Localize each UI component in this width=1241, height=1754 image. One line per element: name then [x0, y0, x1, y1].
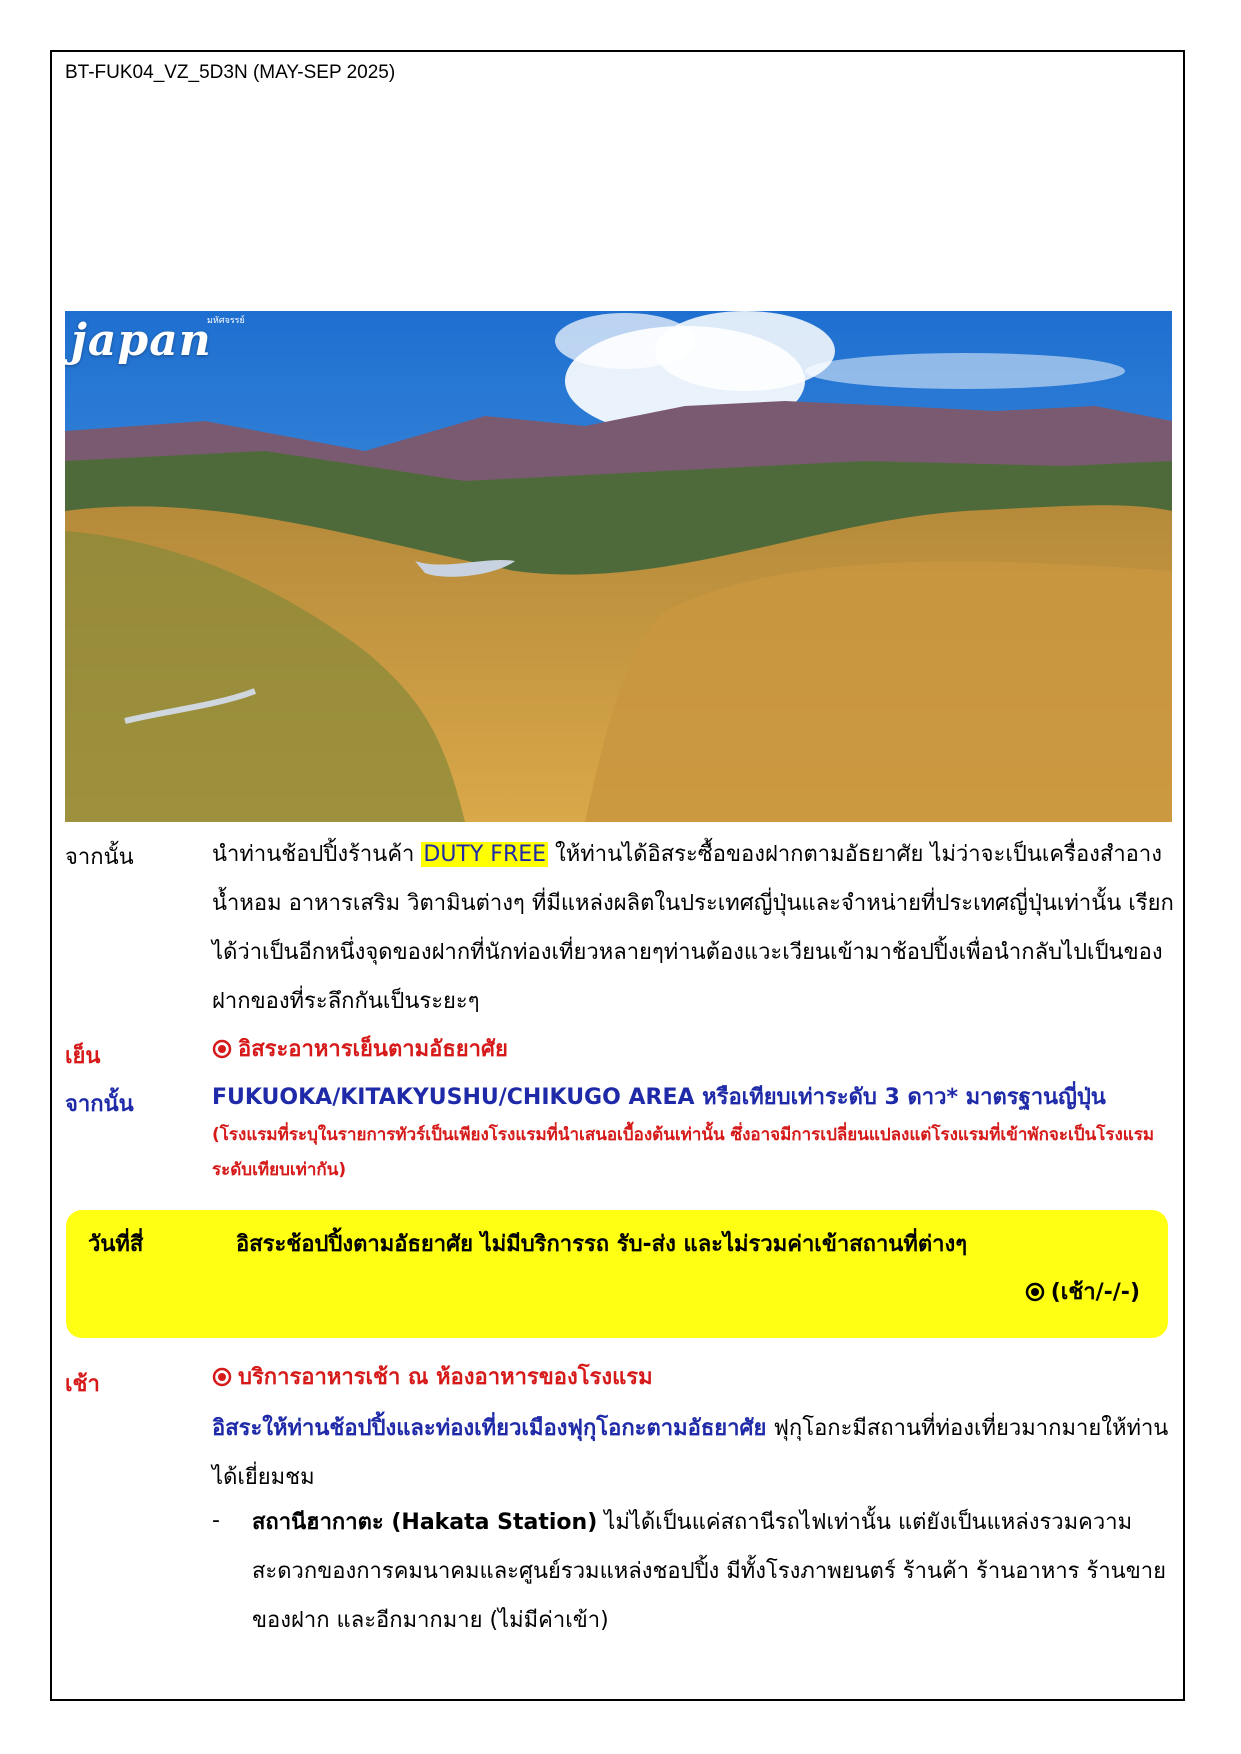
breakfast-text-block — [212, 1358, 1180, 1398]
free-day-rest: ฟุกุโอกะมีสถานที่ท่องเที่ยวมากมายให้ท่านได้เยี่ยมชม — [212, 1416, 1169, 1490]
breakfast-label: เช้า — [65, 1372, 100, 1397]
hotel-label: จากนั้น — [65, 1092, 134, 1117]
breakfast-text: บริการอาหารเช้า ณ ห้องอาหารของโรงแรม — [238, 1365, 653, 1390]
duty-free-text-after: ให้ท่านได้อิสระซื้อของฝากตามอัธยาศัย ไม่ว่าจะเป็นเครื่องสำอาง น้ำหอม อาหารเสริม วิตามินต่างๆ ที่มีแหล่งผลิตในประเทศญี่ปุ่นและจำหน่ายที่ประเทศญี่ปุ่นเท่านั้น เรียกได้ว่าเป็นอีกหนึ่งจุดของฝากที่นักท่องเที่ยวหลายๆท่านต้องแวะเวียนเข้ามาช้อปปิ้งเพื่อนำกลับไปเป็นของฝากของที่ระลึกกันเป็นระยะๆ — [212, 842, 1174, 1014]
meal-icon — [212, 1367, 232, 1387]
section-label: จากนั้น — [65, 845, 134, 870]
dinner-label: เย็น — [65, 1044, 101, 1069]
japan-logo-caption: มหัศจรรย์ — [207, 316, 245, 326]
dinner-text-block — [212, 1030, 1180, 1070]
day-4-banner — [66, 1210, 1168, 1338]
duty-free-text-before: นำท่านช้อปปิ้งร้านค้า — [212, 842, 422, 867]
dinner-text: อิสระอาหารเย็นตามอัธยาศัย — [238, 1037, 508, 1062]
meal-icon — [1025, 1282, 1045, 1302]
free-day-bold: อิสระให้ท่านช้อปปิ้งและท่องเที่ยวเมืองฟุกุโอกะตามอัธยาศัย — [212, 1416, 767, 1441]
hakata-station-name: สถานีฮากาตะ (Hakata Station) — [252, 1510, 598, 1535]
day-4-meals-text: (เช้า/-/-) — [1050, 1280, 1140, 1305]
day-4-meals — [1025, 1274, 1140, 1309]
landscape-illustration — [65, 311, 1172, 822]
hotel-text: FUKUOKA/KITAKYUSHU/CHIKUGO AREA หรือเทียบเท่าระดับ 3 ดาว* มาตรฐานญี่ปุ่น — [212, 1085, 1106, 1110]
free-day-text — [212, 1404, 1180, 1502]
hotel-text-block — [212, 1078, 1180, 1188]
bullet-dash: - — [212, 1508, 220, 1533]
day-4-title: อิสระช้อปปิ้งตามอัธยาศัย ไม่มีบริการรถ รับ-ส่ง และไม่รวมค่าเข้าสถานที่ต่างๆ — [236, 1232, 968, 1257]
meal-icon — [212, 1039, 232, 1059]
hakata-station-text — [252, 1498, 1182, 1645]
duty-free-highlight: DUTY FREE — [423, 842, 547, 867]
hakata-station-desc: ไม่ได้เป็นแค่สถานีรถไฟเท่านั้น แต่ยังเป็นแหล่งรวมความสะดวกของการคมนาคมและศูนย์รวมแหล่งชอปปิ้ง มีทั้งโรงภาพยนตร์ ร้านค้า ร้านอาหาร ร้านขายของฝาก และอีกมากมาย (ไม่มีค่าเข้า) — [252, 1510, 1166, 1633]
day-4-label: วันที่สี่ — [88, 1232, 144, 1257]
tour-code: BT-FUK04_VZ_5D3N (MAY-SEP 2025) — [65, 62, 396, 83]
hotel-note: (โรงแรมที่ระบุในรายการทัวร์เป็นเพียงโรงแรมที่นำเสนอเบื้องต้นเท่านั้น ซึ่งอาจมีการเปลี่ยนแปลงแต่โรงแรมที่เข้าพักจะเป็นโรงแรมระดับเทียบเท่ากัน) — [212, 1125, 1155, 1180]
landscape-photo — [65, 311, 1172, 822]
duty-free-text — [212, 830, 1180, 1026]
japan-logo: japan — [71, 315, 212, 366]
